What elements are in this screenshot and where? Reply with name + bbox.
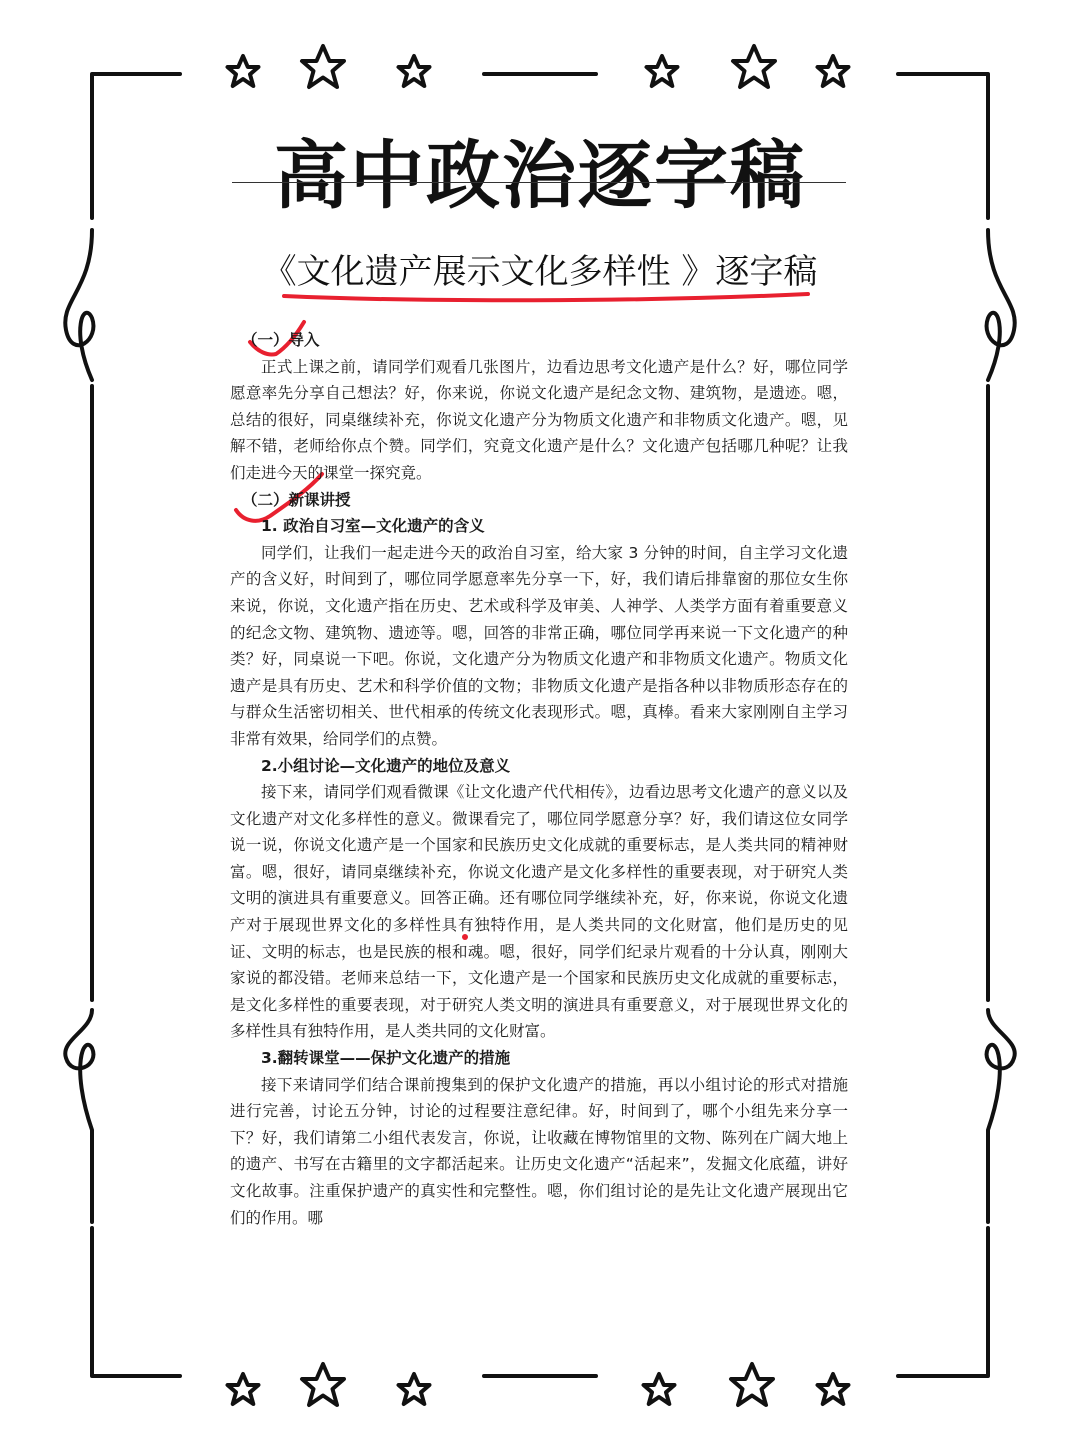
paragraph-intro: 正式上课之前，请同学们观看几张图片，边看边思考文化遗产是什么？好，哪位同学愿意率先分享自己想法？好，你来说，你说文化遗产是纪念文物、建筑物，是遗迹。嗯，总结的很好，同桌继续补充，你说文化遗产分为物质文化遗产和非物质文化遗产。嗯，见解不错，老师给你点个赞。同学们，究竟文化遗产是什么？文化遗产包括哪几种呢？让我们走进今天的课堂一探究竟。 — [230, 357, 848, 482]
section-heading-new-lesson: （二）新课讲授 — [242, 490, 351, 509]
subsection-heading-1: 1. 政治自习室—文化遗产的含义 — [261, 517, 485, 536]
paragraph-subsection-3: 接下来请同学们结合课前搜集到的保护文化遗产的措施，再以小组讨论的形式对措施进行完善，讨论五分钟，讨论的过程要注意纪律。好，时间到了，哪个小组先来分享一下？好，我们请第二小组代表发言，你说，让收藏在博物馆里的文物、陈列在广阔大地上的遗产、书写在古籍里的文字都活起来。让历史文化遗产“活起来”，发掘文化底蕴，讲好文化故事。注重保护遗产的真实性和完整性。嗯，你们组讨论的是先让文化遗产展现出它们的作用。哪 — [230, 1075, 848, 1227]
page-title: 高中政治逐字稿 — [274, 133, 806, 219]
title-strike-line — [232, 182, 846, 183]
document-body — [230, 327, 848, 1231]
section-heading-intro: （一）导入 — [242, 331, 320, 349]
subsection-heading-2: 2.小组讨论—文化遗产的地位及意义 — [261, 756, 511, 775]
paragraph-subsection-1: 同学们，让我们一起走进今天的政治自习室，给大家 3 分钟的时间，自主学习文化遗产的含义好，时间到了，哪位同学愿意率先分享一下，好，我们请后排靠窗的那位女生你来说，你说，文化遗产指在历史、艺术或科学及审美、人神学、人类学方面有着重要意义的纪念文物、建筑物、遗迹等。嗯，回答的非常正确，哪位同学再来说一下文化遗产的种类？好，同桌说一下吧。你说，文化遗产分为物质文化遗产和非物质文化遗产。物质文化遗产是具有历史、艺术和科学价值的文物；非物质文化遗产是指各种以非物质形态存在的与群众生活密切相关、世代相承的传统文化表现形式。嗯，真棒。看来大家刚刚自主学习非常有效果，给同学们的点赞。 — [230, 543, 848, 748]
paragraph-subsection-2: 接下来，请同学们观看微课《让文化遗产代代相传》，边看边思考文化遗产的意义以及文化遗产对文化多样性的意义。微课看完了，哪位同学愿意分享？好，我们请这位女同学说一说，你说文化遗产是一个国家和民族历史文化成就的重要标志，是人类共同的精神财富。嗯，很好，请同桌继续补充，你说文化遗产是文化多样性的重要表现，对于研究人类文明的演进具有重要意义。回答正确。还有哪位同学继续补充，好，你来说，你说文化遗产对于展现世界文化的多样性具有独特作用，是人类共同的文化财富，他们是历史的见证、文明的标志，也是民族的根和魂。嗯，很好，同学们纪录片观看的十分认真，刚刚大家说的都没错。老师来总结一下，文化遗产是一个国家和民族历史文化成就的重要标志，是文化多样性的重要表现，对于研究人类文明的演进具有重要意义，对于展现世界文化的多样性具有独特作用，是人类共同的文化财富。 — [230, 783, 848, 1041]
page-subtitle: 《文化遗产展示文化多样性 》逐字稿 — [262, 252, 818, 292]
subsection-heading-3: 3.翻转课堂——保护文化遗产的措施 — [261, 1049, 511, 1068]
